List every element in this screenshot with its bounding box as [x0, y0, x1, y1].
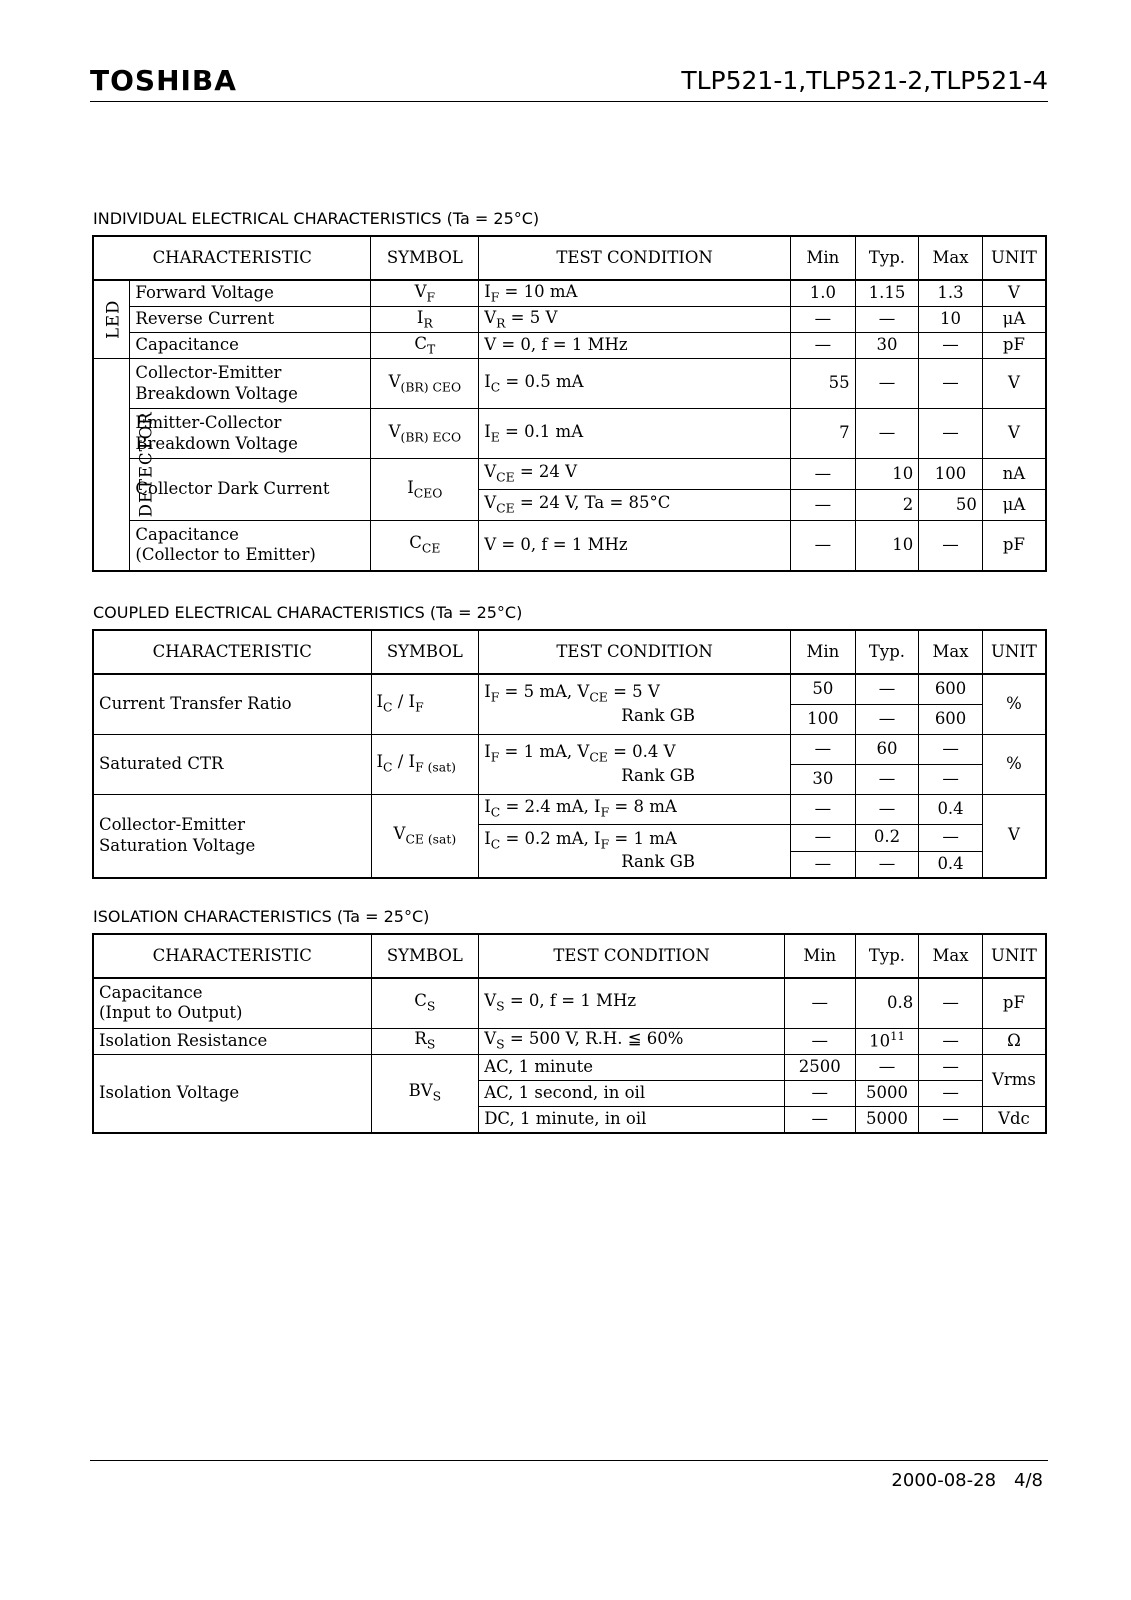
- table-row: [93, 1028, 1046, 1054]
- header-divider: [90, 101, 1048, 102]
- typ-cell: —: [855, 409, 919, 459]
- condition-cell: V = 0, f = 1 MHz: [479, 333, 791, 359]
- min-cell: 1.0: [791, 280, 856, 307]
- coupled-section-title: COUPLED ELECTRICAL CHARACTERISTICS (Ta = 25°C): [93, 603, 523, 622]
- unit-cell: V: [982, 794, 1046, 878]
- min-cell: —: [791, 851, 856, 878]
- col-test-condition: TEST CONDITION: [479, 630, 791, 674]
- unit-cell: V: [982, 359, 1046, 409]
- max-cell: 0.4: [919, 851, 983, 878]
- col-unit: UNIT: [982, 236, 1046, 280]
- typ-cell: 60: [855, 734, 919, 764]
- condition-cell: $I_F = 1$ mA, $V_{CE} = 0.4$ V Rank GB: [479, 734, 791, 794]
- max-cell: 100: [919, 459, 983, 490]
- condition-cell: $V_{CE} = 24$ V: [479, 459, 791, 490]
- typ-cell: —: [855, 764, 919, 794]
- unit-cell: pF: [982, 333, 1046, 359]
- min-cell: —: [784, 1080, 855, 1106]
- individual-characteristics-table: [92, 235, 1047, 572]
- max-cell: 0.4: [919, 794, 983, 824]
- min-cell: 7: [791, 409, 856, 459]
- typ-cell: —: [855, 674, 919, 704]
- min-cell: —: [791, 333, 856, 359]
- group-detector: DETECTOR: [93, 359, 130, 571]
- min-cell: —: [784, 1028, 855, 1054]
- table-row: [93, 1054, 1046, 1080]
- symbol-cell: $V_F$: [371, 280, 479, 307]
- typ-cell: 5000: [855, 1080, 919, 1106]
- unit-cell: V: [982, 409, 1046, 459]
- col-typ: Typ.: [855, 236, 919, 280]
- unit-cell: %: [982, 674, 1046, 734]
- col-test-condition: TEST CONDITION: [479, 236, 791, 280]
- symbol-cell: $V_{CE (sat)}$: [371, 794, 479, 878]
- table-row: [93, 674, 1046, 704]
- typ-cell: —: [855, 307, 919, 333]
- col-typ: Typ.: [855, 630, 919, 674]
- table-row: [93, 794, 1046, 824]
- table-row: [93, 521, 1046, 571]
- condition-cell: DC, 1 minute, in oil: [479, 1106, 785, 1133]
- symbol-cell: $BV_S$: [371, 1054, 479, 1133]
- typ-cell: —: [855, 1054, 919, 1080]
- table-header-row: [93, 630, 1046, 674]
- max-cell: 600: [919, 704, 983, 734]
- table-row: [93, 734, 1046, 764]
- unit-cell: V: [982, 280, 1046, 307]
- max-cell: —: [919, 734, 983, 764]
- condition-cell: $I_F = 5$ mA, $V_{CE} = 5$ V Rank GB: [479, 674, 791, 734]
- condition-cell: $I_C = 2.4$ mA, $I_F = 8$ mA: [479, 794, 791, 824]
- typ-cell: 0.8: [855, 978, 919, 1028]
- footer-date: 2000-08-28: [891, 1470, 997, 1491]
- typ-cell: 0.2: [855, 824, 919, 851]
- col-min: Min: [784, 934, 855, 978]
- table-row: [93, 459, 1046, 490]
- max-cell: —: [919, 764, 983, 794]
- col-characteristic: CHARACTERISTIC: [93, 934, 371, 978]
- max-cell: —: [919, 1106, 983, 1133]
- typ-cell: $10^{11}$: [855, 1028, 919, 1054]
- condition-cell: $V_{CE} = 24$ V, Ta = 85°C: [479, 490, 791, 521]
- characteristic-cell: Forward Voltage: [130, 280, 371, 307]
- symbol-cell: $I_C / I_F$: [371, 674, 479, 734]
- condition-cell: $I_E = 0.1$ mA: [479, 409, 791, 459]
- symbol-cell: $I_C / I_{F (sat)}$: [371, 734, 479, 794]
- group-led: LED: [93, 280, 130, 359]
- typ-cell: 2: [855, 490, 919, 521]
- unit-cell: nA: [982, 459, 1046, 490]
- condition-cell: $V_S = 0$, f = 1 MHz: [479, 978, 785, 1028]
- characteristic-cell: Capacitance (Input to Output): [93, 978, 371, 1028]
- table-row: [93, 280, 1046, 307]
- max-cell: —: [919, 359, 983, 409]
- table-header-row: [93, 236, 1046, 280]
- col-characteristic: CHARACTERISTIC: [93, 236, 371, 280]
- table-row: [93, 978, 1046, 1028]
- typ-cell: —: [855, 851, 919, 878]
- col-unit: UNIT: [982, 630, 1046, 674]
- symbol-cell: $V_{(BR) CEO}$: [371, 359, 479, 409]
- min-cell: —: [791, 459, 856, 490]
- typ-cell: 1.15: [855, 280, 919, 307]
- characteristic-cell: Isolation Resistance: [93, 1028, 371, 1054]
- max-cell: 50: [919, 490, 983, 521]
- typ-cell: 10: [855, 521, 919, 571]
- condition-cell: AC, 1 second, in oil: [479, 1080, 785, 1106]
- page-number: 4/8: [1014, 1470, 1043, 1491]
- max-cell: 10: [919, 307, 983, 333]
- min-cell: 55: [791, 359, 856, 409]
- max-cell: —: [919, 824, 983, 851]
- condition-cell: $I_F = 10$ mA: [479, 280, 791, 307]
- condition-cell: $V_S = 500$ V, R.H. ≦ 60%: [479, 1028, 785, 1054]
- col-symbol: SYMBOL: [371, 934, 479, 978]
- max-cell: —: [919, 1054, 983, 1080]
- col-min: Min: [791, 236, 856, 280]
- max-cell: —: [919, 333, 983, 359]
- part-numbers: TLP521-1,TLP521-2,TLP521-4: [681, 66, 1048, 95]
- individual-section-title: INDIVIDUAL ELECTRICAL CHARACTERISTICS (Ta = 25°C): [93, 209, 540, 228]
- table-row: [93, 409, 1046, 459]
- symbol-cell: $C_T$: [371, 333, 479, 359]
- footer-divider: [90, 1460, 1048, 1461]
- unit-cell: μA: [982, 307, 1046, 333]
- characteristic-cell: Saturated CTR: [93, 734, 371, 794]
- characteristic-cell: Emitter-Collector Breakdown Voltage: [130, 409, 371, 459]
- symbol-cell: $C_{CE}$: [371, 521, 479, 571]
- max-cell: 600: [919, 674, 983, 704]
- characteristic-cell: Collector-Emitter Saturation Voltage: [93, 794, 371, 878]
- symbol-cell: $C_S$: [371, 978, 479, 1028]
- min-cell: —: [791, 521, 856, 571]
- characteristic-cell: Collector-Emitter Breakdown Voltage: [130, 359, 371, 409]
- condition-cell: AC, 1 minute: [479, 1054, 785, 1080]
- characteristic-cell: Reverse Current: [130, 307, 371, 333]
- coupled-characteristics-table: [92, 629, 1047, 879]
- symbol-cell: $I_R$: [371, 307, 479, 333]
- min-cell: —: [791, 794, 856, 824]
- unit-cell: Vrms: [982, 1054, 1046, 1106]
- unit-cell: Vdc: [982, 1106, 1046, 1133]
- min-cell: —: [791, 734, 856, 764]
- unit-cell: μA: [982, 490, 1046, 521]
- table-header-row: [93, 934, 1046, 978]
- min-cell: —: [791, 490, 856, 521]
- typ-cell: 5000: [855, 1106, 919, 1133]
- typ-cell: —: [855, 704, 919, 734]
- max-cell: —: [919, 1028, 983, 1054]
- unit-cell: pF: [982, 521, 1046, 571]
- min-cell: 50: [791, 674, 856, 704]
- condition-cell: $V_R = 5$ V: [479, 307, 791, 333]
- symbol-cell: $V_{(BR) ECO}$: [371, 409, 479, 459]
- max-cell: 1.3: [919, 280, 983, 307]
- table-row: [93, 359, 1046, 409]
- typ-cell: 30: [855, 333, 919, 359]
- col-min: Min: [791, 630, 856, 674]
- min-cell: —: [784, 1106, 855, 1133]
- unit-cell: pF: [982, 978, 1046, 1028]
- col-symbol: SYMBOL: [371, 630, 479, 674]
- isolation-characteristics-table: [92, 933, 1047, 1134]
- toshiba-logo: TOSHIBA: [90, 64, 237, 97]
- unit-cell: %: [982, 734, 1046, 794]
- isolation-section-title: ISOLATION CHARACTERISTICS (Ta = 25°C): [93, 907, 430, 926]
- col-symbol: SYMBOL: [371, 236, 479, 280]
- characteristic-cell: Isolation Voltage: [93, 1054, 371, 1133]
- characteristic-cell: Collector Dark Current: [130, 459, 371, 521]
- condition-cell: $I_C = 0.5$ mA: [479, 359, 791, 409]
- max-cell: —: [919, 978, 983, 1028]
- typ-cell: 10: [855, 459, 919, 490]
- condition-cell: V = 0, f = 1 MHz: [479, 521, 791, 571]
- condition-cell: $I_C = 0.2$ mA, $I_F = 1$ mA Rank GB: [479, 824, 791, 878]
- table-row: [93, 333, 1046, 359]
- typ-cell: —: [855, 794, 919, 824]
- col-test-condition: TEST CONDITION: [479, 934, 785, 978]
- table-row: [93, 307, 1046, 333]
- col-unit: UNIT: [982, 934, 1046, 978]
- col-max: Max: [919, 934, 983, 978]
- min-cell: —: [784, 978, 855, 1028]
- min-cell: —: [791, 824, 856, 851]
- max-cell: —: [919, 409, 983, 459]
- min-cell: 30: [791, 764, 856, 794]
- max-cell: —: [919, 521, 983, 571]
- symbol-cell: $I_{CEO}$: [371, 459, 479, 521]
- min-cell: 100: [791, 704, 856, 734]
- min-cell: —: [791, 307, 856, 333]
- characteristic-cell: Capacitance (Collector to Emitter): [130, 521, 371, 571]
- characteristic-cell: Capacitance: [130, 333, 371, 359]
- min-cell: 2500: [784, 1054, 855, 1080]
- col-typ: Typ.: [855, 934, 919, 978]
- col-characteristic: CHARACTERISTIC: [93, 630, 371, 674]
- unit-cell: Ω: [982, 1028, 1046, 1054]
- col-max: Max: [919, 630, 983, 674]
- symbol-cell: $R_S$: [371, 1028, 479, 1054]
- characteristic-cell: Current Transfer Ratio: [93, 674, 371, 734]
- footer: [873, 1470, 1043, 1491]
- col-max: Max: [919, 236, 983, 280]
- typ-cell: —: [855, 359, 919, 409]
- max-cell: —: [919, 1080, 983, 1106]
